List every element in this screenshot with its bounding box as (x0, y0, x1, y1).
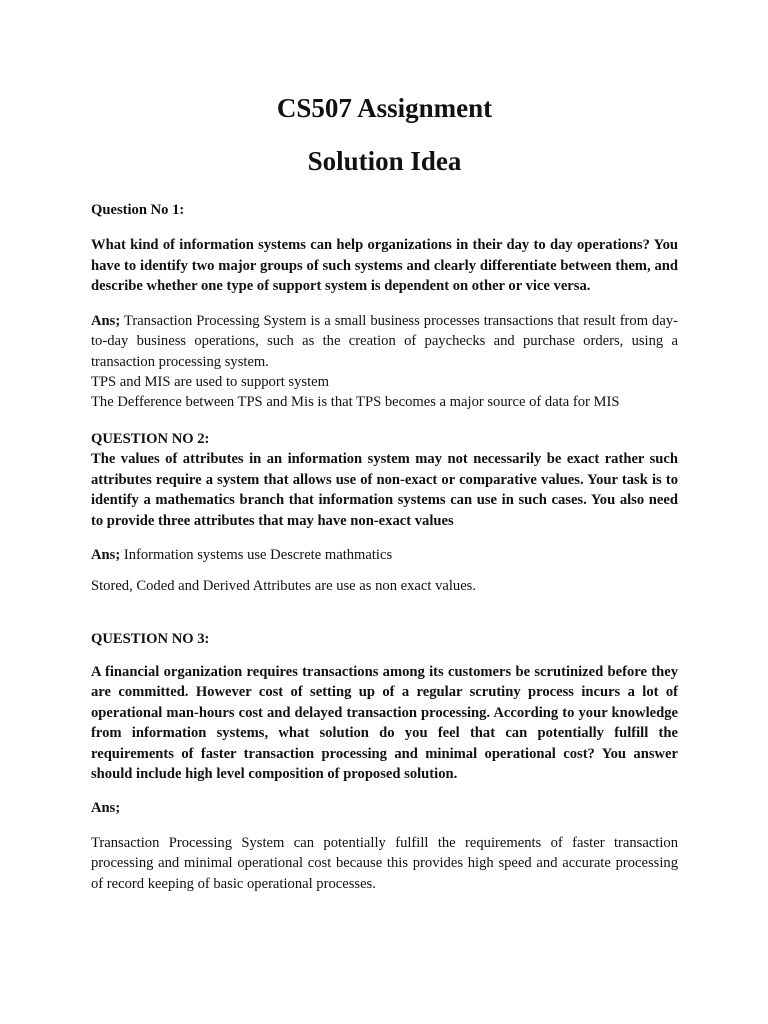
document-title: CS507 Assignment (276, 93, 493, 123)
q2-answer-text: Information systems use Descrete mathmatics (120, 547, 393, 563)
q2-label: QUESTION NO 2: (91, 431, 210, 447)
q1-text: What kind of information systems can help organizations in their day to day operations? You have to identify two major groups of such systems and clearly differentiate between them, and describe whether one type of support system is dependent on other or vice versa. (91, 237, 678, 294)
q3-answer-text: Transaction Processing System can potentially fulfill the requirements of faster transaction processing and minimal operational cost because this provides high speed and accurate processing of record keeping of basic operational processes. (91, 834, 678, 892)
q2-answer-line-2: Stored, Coded and Derived Attributes are use as non exact values. (91, 577, 477, 594)
q1-answer-line-2: TPS and MIS are used to support system (91, 374, 329, 390)
q2-answer-label: Ans; (91, 547, 121, 563)
q1-answer (91, 311, 678, 373)
q3-label: QUESTION NO 3: (91, 630, 210, 647)
q2-text: The values of attributes in an information system may not necessarily be exact rather such attributes require a system that allows use of non-exact or comparative values. Your task is to identify a mathematics branch that information systems can use in such cases. You also need to provide three attributes that may have non-exact values (91, 451, 678, 529)
q3-text: A financial organization requires transactions among its customers be scrutinized before they are committed. However cost of setting up of a regular scrutiny process incurs a lot of operational man-hours cost and delayed transaction processing. According to your knowledge from information systems, what solution do you feel that can potentially fulfill the requirements of faster transaction processing and minimal operational cost? You answer should include high level composition of proposed solution. (91, 663, 678, 782)
document-subtitle: Solution Idea (307, 146, 462, 176)
q2-answer (91, 545, 678, 566)
q1-answer-label: Ans; (91, 312, 121, 329)
q1-answer-text: Transaction Processing System is a small business processes transactions that result from day-to-day business operations, such as the creation of paychecks and purchase orders, using a transaction processing system. (91, 312, 678, 370)
q1-answer-line-3: The Defference between TPS and Mis is that TPS becomes a major source of data for MIS (91, 394, 620, 410)
q3-answer-label: Ans; (91, 799, 121, 816)
q1-label: Question No 1: (91, 202, 185, 218)
